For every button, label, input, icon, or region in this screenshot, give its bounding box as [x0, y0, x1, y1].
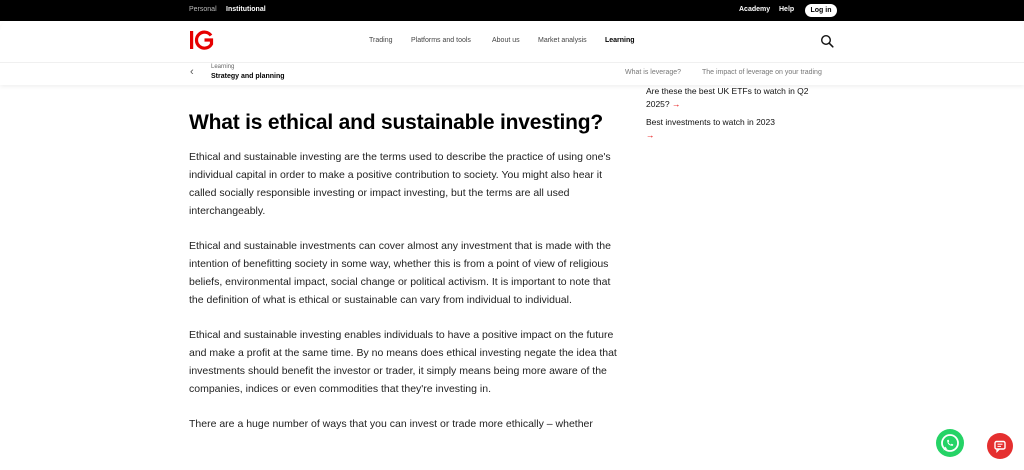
article-paragraph: Ethical and sustainable investments can cover almost any investment that is made with the intention of benefitting society in some way, whether this is from a point of view of religious beliefs, environmental impact, social change or political activism. It is important to note that the definition of what is ethical or sustainable can vary from individual to individual. [189, 240, 611, 306]
breadcrumb-parent[interactable]: Learning [211, 64, 235, 70]
article-paragraph: Ethical and sustainable investing are the terms used to describe the practice of using one's individual capital in order to make a positive contribution to society. You might also hear it called socially responsible investing or impact investing, but the terms are all used interchangeably. [189, 151, 611, 217]
subnav-what-is-leverage[interactable]: What is leverage? [625, 69, 682, 76]
article-content [189, 110, 624, 433]
related-article-title[interactable]: Best investments to watch in 2023 [646, 117, 775, 127]
whatsapp-icon[interactable] [936, 429, 964, 457]
related-article-link[interactable] [646, 116, 776, 142]
chevron-left-icon[interactable]: ‹ [190, 66, 194, 78]
article-paragraph: There are a huge number of ways that you can invest or trade more ethically – whether [189, 418, 593, 430]
arrow-right-icon: → [672, 99, 681, 109]
nav-market-analysis[interactable]: Market analysis [538, 37, 587, 44]
audience-institutional-link[interactable]: Institutional [226, 6, 266, 13]
audience-personal-link[interactable]: Personal [189, 6, 217, 13]
nav-trading[interactable]: Trading [369, 37, 393, 44]
arrow-right-icon: → [646, 130, 655, 140]
login-button[interactable]: Log in [805, 4, 837, 17]
ig-logo[interactable] [189, 29, 215, 51]
search-icon[interactable] [820, 34, 834, 48]
academy-link[interactable]: Academy [739, 6, 771, 13]
nav-platforms-and-tools[interactable]: Platforms and tools [411, 37, 471, 44]
nav-about-us[interactable]: About us [492, 37, 520, 44]
related-articles [646, 85, 846, 147]
site-header [0, 21, 1024, 85]
breadcrumb-current: Strategy and planning [211, 73, 285, 80]
article-paragraph: Ethical and sustainable investing enables individuals to have a positive impact on the future and make a profit at the same time. By no means does ethical investing negate the idea that investments should benefit the investor or trader, it simply means being more aware of the companies, indices or even commodities that they're investing in. [189, 329, 617, 395]
article-heading: What is ethical and sustainable investing? [189, 111, 604, 134]
header-divider [0, 62, 1024, 63]
nav-learning[interactable]: Learning [605, 37, 635, 44]
top-bar [0, 0, 1024, 21]
related-article-link[interactable] [646, 85, 831, 111]
chat-icon[interactable] [987, 433, 1013, 459]
related-article-title[interactable]: Are these the best UK ETFs to watch in Q2 2025? [646, 86, 809, 109]
help-link[interactable]: Help [779, 6, 795, 13]
subnav-impact-of-leverage[interactable]: The impact of leverage on your trading [702, 69, 822, 76]
